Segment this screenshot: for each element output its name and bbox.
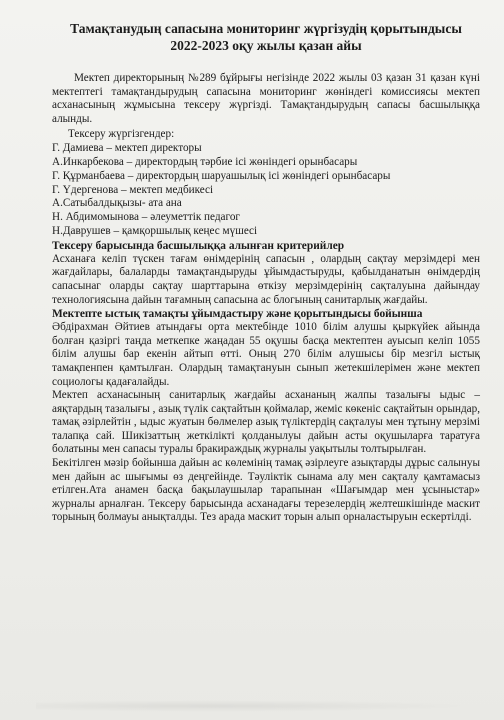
hot-meals-heading: Мектепте ыстық тамақты ұйымдастыру және қорытындысы бойынша [52, 308, 423, 321]
title-line-2: 2022-2023 оқу жылы қазан айы [170, 38, 362, 53]
inspector-item: А.Инкарбекова – директордың тәрбие ісі жөніндегі орынбасары [52, 155, 358, 168]
document-title [52, 20, 480, 54]
sanitary-paragraph: Мектеп асханасының санитарлық жағдайы асхананың жалпы тазалығы ыдыс – аяқтардың тазалығы , азық түлік сақтайтын қоймалар, жеміс көкеніс сақтайтын орындар, тамақ әзірлейтін , ыдыс жуатын бөлмелер азық түліктердің сақталуы мен тұтыну мерзімі талапқа сай. Шикізаттың жеткіліктi қолданылуы дайын асты оқушыларға таратуға болатыны мен сапасы туралы бракираждық журналы уақытылы толтырылған. [52, 389, 480, 456]
inspector-item: А.Сатыбалдықызы- ата ана [52, 197, 182, 210]
intro-paragraph: Мектеп директорының №289 бұйрығы негізінде 2022 жылы 03 қазан 31 қазан күні мектептегі тамақтандырудың сапасына мониторинг жөніндегі комиссиясы мектеп асханасының жұмысына тексеру жүргізді. Тамақтандырудың сапасы басшылыққа алынды. [52, 72, 480, 125]
inspector-item: Г. Дамиева – мектеп директоры [52, 142, 202, 155]
criteria-heading: Тексеру барысында басшылыққа алынған критерийлер [52, 239, 345, 252]
inspector-item: Г. Құрманбаева – директордың шаруашылық ісі жөніндегі орынбасары [52, 169, 391, 182]
inspector-item: Г. Үдергенова – мектеп медбикесі [52, 183, 214, 196]
title-line-1: Тамақтанудың сапасына мониторинг жүргізудің қорытындысы [70, 21, 462, 36]
inspector-item: Н. Абдимомынова – әлеуметтік педагог [52, 211, 241, 224]
inspector-item: Н.Даврушев – қамқоршылық кеңес мүшесі [52, 224, 258, 237]
scan-smudge [36, 700, 474, 712]
hot-meals-paragraph: Әбдірахман Әйтиев атындағы орта мектебінде 1010 білім алушы қыркүйек айында болған қазіргі таңда меткепке жаңадан 55 оқушы басқа мектептен ауысып келіп 1055 білім алушы бар екенін айтып өтті. Оның 270 білім алушысы бір мезгіл ыстық тамақпенпен қамтылған. Олардың тамақтануын сынып жетекшілерімен және мектеп социологы қадағалайды. [52, 321, 480, 388]
menu-paragraph: Бекітілген мәзір бойынша дайын ас көлемінің тамақ әзірлеуге азықтарды дұрыс салынуы мен дайын ас шығымы өз деңгейінде. Тәуліктік сынама алу мен сақталу қамтамасыз етілген.Ата анамен басқа бақылаушылар тарапынан «Шағымдар мен ұсыныстар» журналы арналған. Тексеру барысында асханадағы терезелердің желтешкішінде маскит торының болмауы анықталды. Тез арада маскит торын алып орналастыруын ескертілді. [52, 457, 480, 524]
criteria-paragraph: Асханаға келіп түскен тағам өнімдерінің сапасын , олардың сақтау мерзімдері мен жағдайлары, балаларды тамақтандыруды ұйымдастыруды, қабылданатын өнімдердің сапасынаг оларды сақтау шарттарына өткізу мерзімдерінің сақталуына дайындау технологиясына дайын тағамның сапасына ас блогының санитарлық жағдайы. [52, 252, 480, 306]
inspectors-label: Тексеру жүргізгендер: [68, 128, 175, 141]
